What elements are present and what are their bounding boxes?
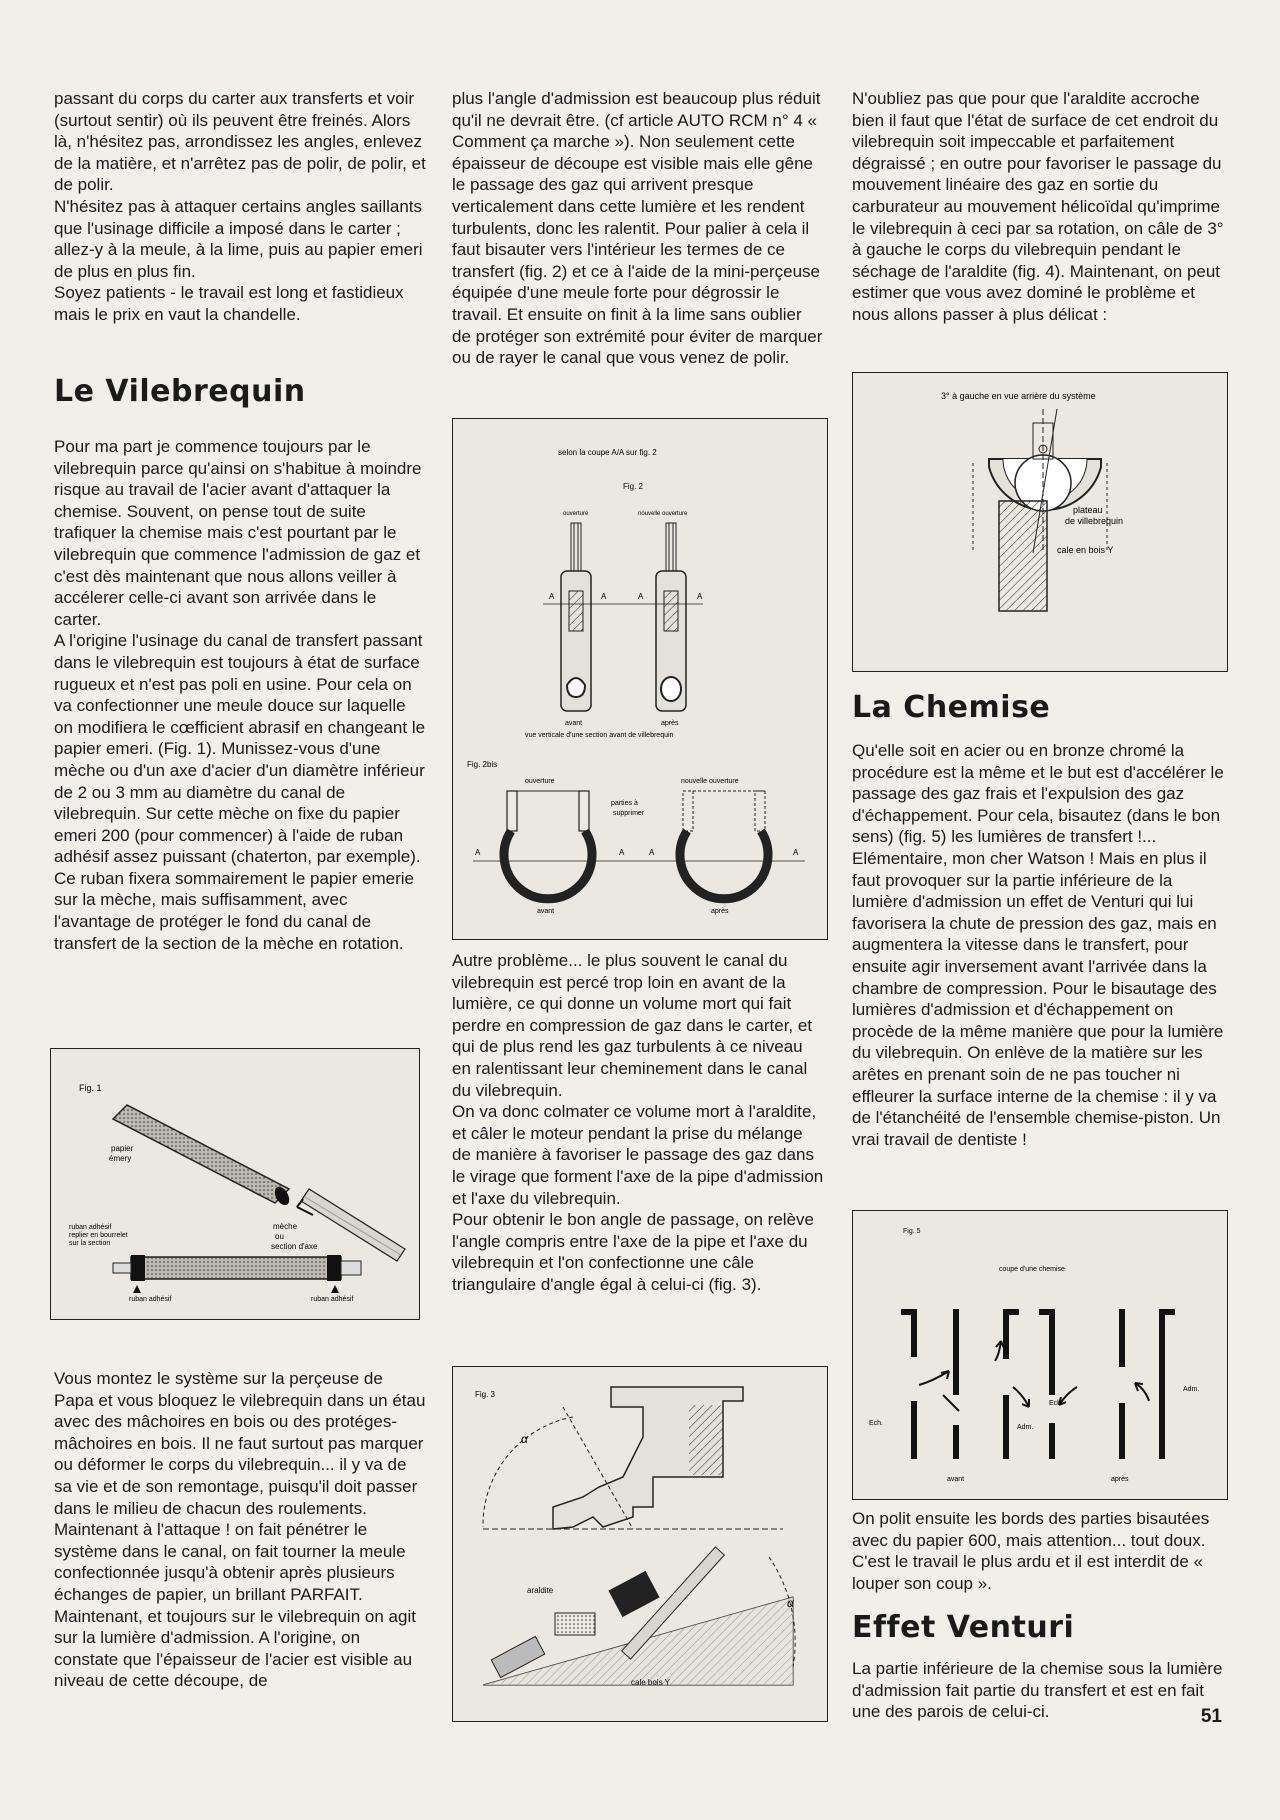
label-emery: émery [109, 1154, 132, 1163]
label-replier: replier en bourrelet [69, 1232, 128, 1239]
paragraph: N'hésitez pas à attaquer certains angles saillants que l'usinage difficile a imposé dans le carter ; allez-y à la meule, à la lime, puis au papier emeri de plus en plus fin. [54, 196, 423, 281]
label-a: A [549, 592, 555, 601]
label-meche: mèche [273, 1222, 298, 1231]
column-3 [852, 88, 1224, 326]
figure-5 [852, 1210, 1228, 1500]
figure-4 [852, 372, 1228, 672]
label-ech: Ech. [1049, 1400, 1064, 1407]
column-3-body [852, 740, 1224, 1150]
fig2-caption-top: selon la coupe A/A sur fig. 2 [558, 448, 657, 457]
column-3-lower [852, 1508, 1224, 1594]
label-section: sur la section [69, 1240, 111, 1247]
paragraph: passant du corps du carter aux transferts et voir (surtout sentir) où ils peuvent être freinés. Alors là, n'hésitez pas, arrondissez les angles, enlevez de la matière, et n'arrêtez pas de polir, de polir, et de polir. [54, 89, 426, 195]
fig2-caption-mid: vue verticale d'une section avant de villebrequin [525, 732, 674, 739]
paragraph: La partie inférieure de la chemise sous la lumière d'admission fait partie du transfert et est en fait une des parois de celui-ci. [852, 1659, 1223, 1722]
fig2-label: Fig. 2 [623, 482, 644, 491]
label-a: A [619, 848, 625, 857]
fig4-caption: 3° à gauche en vue arrière du système [941, 391, 1096, 401]
label-araldite: araldite [527, 1586, 554, 1595]
paragraph: Autre problème... le plus souvent le canal du vilebrequin est percé trop loin en avant de la lumière, ce qui donne un volume mort qui fait perdre en compression de gaz dans le carter, et qui de plus rend les gaz turbulents à ce niveau en ralentissant leur cheminement dans le canal du vilebrequin. [452, 951, 813, 1100]
label-adm: Adm. [1183, 1386, 1200, 1393]
paragraph: Qu'elle soit en acier ou en bronze chromé la procédure est la même et le but est d'accélérer le passage des gaz frais et l'expulsion des gaz d'échappement. Pour cela, bisautez (dans le bon sens) (fig. 5) les lumières de transfert !... Elémentaire, mon cher Watson ! Mais en plus il faut provoquer sur la partie inférieure de la lumière d'admission un effet de Venturi qui lui favorisera la chute de pression des gaz, mais en augmentera la vitesse dans le transfert, pour ensuite agir inversement avant l'arrivée dans la chambre de compression. Pour le bisautage des lumières d'admission et d'échappement on procède de la même manière que pour la lumière du vilebrequin. On enlève de la matière sur les arêtes en prenant soin de ne pas toucher ni effleurer la surface interne de la chemise : il y va de l'étanchéité de l'ensemble chemise-piston. Un vrai travail de dentiste ! [852, 741, 1224, 1149]
wrapped-rod [113, 1255, 361, 1281]
shaft-apres [656, 523, 686, 711]
column-3-end [852, 1658, 1224, 1723]
label-avant: avant [565, 720, 583, 727]
angle-alpha: α [521, 1432, 528, 1446]
paragraph: Maintenant, et toujours sur le vilebrequin on agit sur la lumière d'admission. A l'origine, on constate que l'épaisseur de l'acier est visible au niveau de cette découpe, de [54, 1606, 416, 1691]
paragraph: Vous montez le système sur la perçeuse de Papa et vous bloquez le vilebrequin dans un étau avec des mâchoires en bois ou des protéges-mâchoires en bois. Il ne faut surtout pas marquer ou déformer le corps du vilebrequin... il y va de sa vie et de son remontage, puisqu'il doit passer dans le milieu de chacun des roulements. [54, 1369, 426, 1518]
label-cale-bois-y: cale en bois Y [1057, 545, 1114, 555]
paragraph: Soyez patients - le travail est long et fastidieux mais le prix en vaut la chandelle. [54, 283, 404, 324]
label-apres2: après [711, 908, 729, 915]
paragraph: On polit ensuite les bords des parties bisautées avec du papier 600, mais attention... tout doux. C'est le travail le plus ardu et il est interdit de « louper son coup ». [852, 1509, 1210, 1593]
paragraph: On va donc colmater ce volume mort à l'araldite, et câler le moteur pendant la prise du mélange de manière à favoriser le passage des gaz dans le virage que forment l'axe de la pipe d'admission et l'axe du vilebrequin. [452, 1102, 824, 1208]
label-a: A [793, 848, 799, 857]
label-ouverture2: ouverture [525, 778, 555, 785]
paragraph: Maintenant à l'attaque ! on fait pénétrer le système dans le canal, on fait tourner la meule confectionnée jusqu'à obtenir après plusieurs échanges de papier, un brillant PARFAIT. [54, 1520, 406, 1604]
label-adm: Adm. [1017, 1424, 1034, 1431]
emery-tube [113, 1105, 292, 1208]
wedge-setup [483, 1547, 793, 1685]
label-parties: parties à [611, 800, 638, 807]
label-ou: ou [275, 1232, 284, 1241]
label-ruban: ruban adhésif [69, 1224, 112, 1231]
label-a: A [475, 848, 481, 857]
page-number: 51 [1200, 1706, 1222, 1727]
fig-label: Fig. 1 [79, 1083, 102, 1093]
label-cale-bois: cale bois Y [631, 1678, 670, 1687]
label-a: A [638, 592, 644, 601]
column-1-lower [54, 1368, 426, 1692]
paragraph: plus l'angle d'admission est beaucoup plus réduit qu'il ne devrait être. (cf article AUTO RCM n° 4 « Comment ça marche »). Non seulement cette épaisseur de découpe est visible mais elle gêne le passage des gaz qui arrivent presque verticalement dans cette lumière et les rendent turbulents, donc les ralentit. Pour palier à cela il faut bisauter vers l'intérieur les termes de ce transfert (fig. 2) et ce à l'aide de la mini-perçeuse équipée d'une meule forte pour dégrossir le travail. Et ensuite on finit à la lime sans oublier de protéger son extrémité pour éviter de marquer ou de rayer le canal que vous venez de polir. [452, 89, 823, 368]
label-plateau: plateau [1073, 505, 1103, 515]
label-a: A [601, 592, 607, 601]
section-heading: Effet Venturi [852, 1610, 1075, 1645]
fig2bis-label: Fig. 2bis [467, 760, 498, 769]
ring-apres [680, 791, 768, 899]
label-apres: après [661, 720, 679, 727]
label-ouverture: ouverture [563, 511, 589, 517]
fig5-caption: coupe d'une chemise [999, 1266, 1065, 1273]
figure-1 [50, 1048, 420, 1320]
paragraph: A l'origine l'usinage du canal de transfert passant dans le vilebrequin est toujours à état de surface rugueux et n'est pas poli en usine. Pour cela on va confectionner une meule douce sur laquelle on modifiera le cœfficient abrasif en changeant le papier emeri. (Fig. 1). Munissez-vous d'une mèche ou d'un axe d'acier d'un diamètre inférieur de 2 ou 3 mm au diamètre du canal de vilebrequin. Sur cette mèche on fixe du papier emeri 200 (pour commencer) à l'aide de ruban adhésif assez puissant (chaterton, par exemple). Ce ruban fixera sommairement le papier emerie sur la mèche, mais suffisamment, avec l'avantage de protéger le fond du canal de transfert de la section de la mèche en rotation. [54, 631, 426, 953]
shaft-avant [561, 523, 591, 711]
column-1 [54, 88, 426, 326]
label-villebrequin: de villebrequin [1065, 516, 1124, 526]
cylinder-walls [901, 1309, 1175, 1459]
label-section-axe: section d'axe [271, 1242, 318, 1251]
label-a: A [649, 848, 655, 857]
label-ech: Ech. [869, 1420, 884, 1427]
column-2 [452, 88, 824, 369]
label-avant: avant [947, 1476, 965, 1483]
section-heading: La Chemise [852, 690, 1051, 725]
paragraph: Pour ma part je commence toujours par le vilebrequin parce qu'ainsi on s'habitue à moindre risque au travail de l'acier avant d'attaquer la chemise. Souvent, on pense tout de suite trafiquer la chemise mais c'est pourtant par le vilebrequin que commence l'admission de gaz et c'est dès maintenant que nous allons veiller à accélerer celle-ci avant son arrivée dans le carter. [54, 437, 422, 629]
angle-alpha: α [787, 1596, 794, 1610]
label-papier: papier [111, 1144, 134, 1153]
figure-3 [452, 1366, 828, 1722]
section-heading: Le Vilebrequin [54, 374, 306, 409]
column-2-lower [452, 950, 824, 1296]
label-avant2: avant [537, 908, 555, 915]
label-ruban-right: ruban adhésif [311, 1296, 354, 1303]
label-nouvelle2: nouvelle ouverture [681, 778, 739, 785]
label-supprimer: supprimer [613, 810, 645, 817]
label-ruban-left: ruban adhésif [129, 1296, 172, 1303]
paragraph: Pour obtenir le bon angle de passage, on relève l'angle compris entre l'axe de la pipe et l'axe du vilebrequin et l'on confectionne une câle triangulaire d'angle égal à celui-ci (fig. 3). [452, 1210, 814, 1294]
label-a: A [697, 592, 703, 601]
ring-avant [504, 791, 592, 899]
label-apres: après [1111, 1476, 1129, 1483]
label-nouvelle: nouvelle ouverture [638, 511, 688, 517]
column-1-body [54, 436, 426, 954]
crankshaft-body [483, 1387, 783, 1529]
paragraph: N'oubliez pas que pour que l'araldite accroche bien il faut que l'état de surface de cet endroit du vilebrequin soit impeccable et parfaitement dégraissé ; en outre pour favoriser le passage du mouvement linéaire des gaz en sortie du carburateur au mouvement hélicoïdal qu'imprime le vilebrequin à ceci par sa rotation, on câle de 3° à gauche le corps du vilebrequin pendant le séchage de l'araldite (fig. 4). Maintenant, on peut estimer que vous avez dominé le problème et nous allons passer à plus délicat : [852, 89, 1224, 324]
fig5-label: Fig. 5 [903, 1228, 921, 1235]
figure-2 [452, 418, 828, 940]
fig3-label: Fig. 3 [475, 1390, 496, 1399]
